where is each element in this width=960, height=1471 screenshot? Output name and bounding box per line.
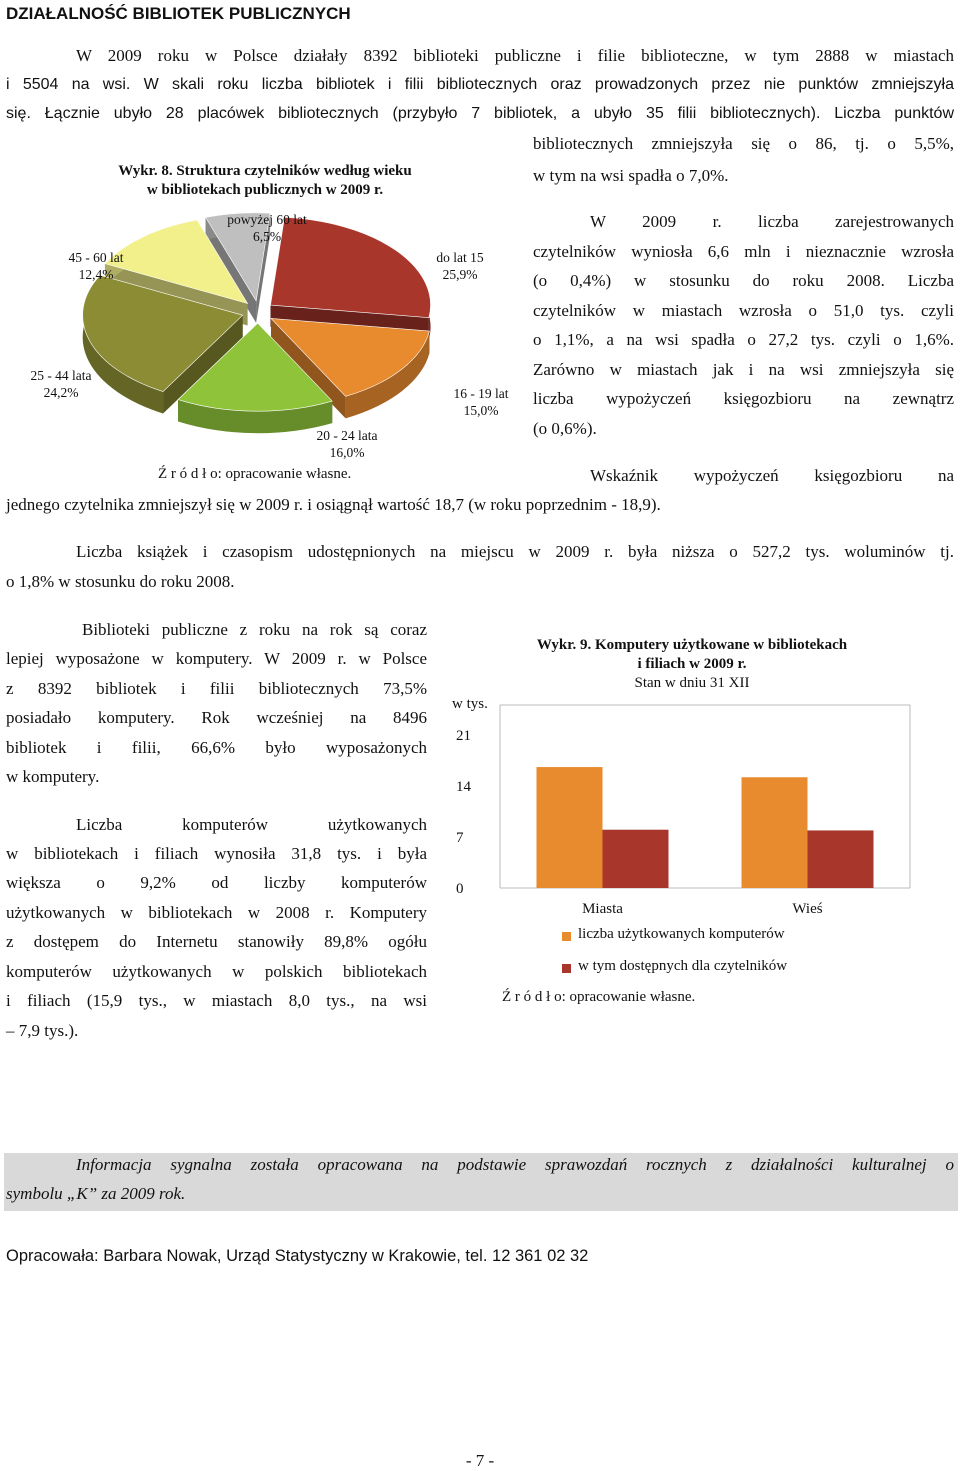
bar-chart-title xyxy=(496,636,888,693)
note-line1: Informacja sygnalna została opracowana na podstawie sprawozdań rocznych z działalności kulturalnej o xyxy=(76,1155,954,1174)
para6-line8: – 7,9 tys.). xyxy=(6,1021,79,1040)
legend-label-available: w tym dostępnych dla czytelników xyxy=(578,958,788,974)
para5-line6: w komputery. xyxy=(6,767,100,786)
pie-title-line1: Wykr. 8. Struktura czytelników według wieku xyxy=(118,163,412,179)
pie-label-16-19-name: 16 - 19 lat xyxy=(453,386,509,401)
pie-label-25-44-value: 24,2% xyxy=(43,385,79,400)
note-line2: symbolu „K” za 2009 rok. xyxy=(6,1184,186,1203)
bar xyxy=(808,830,874,888)
page-number: - 7 - xyxy=(465,1451,495,1470)
info-note xyxy=(4,1153,958,1211)
para2-line3: (o 0,4%) w stosunku do roku 2008. Liczba xyxy=(533,271,954,290)
para1-line3: się. Łącznie ubyło 28 placówek bibliotecznych (przybyło 7 bibliotek, a ubyło 35 filii bibliotecznych). Liczba punktów xyxy=(6,105,954,122)
bar-title-line1: Wykr. 9. Komputery użytkowane w bibliotekach xyxy=(536,637,848,653)
para4-line2: o 1,8% w stosunku do roku 2008. xyxy=(6,572,235,591)
para5-line5: bibliotek i filii, 66,6% było wyposażonych xyxy=(6,738,427,757)
para2-line6: Zarówno w miastach jak i na wsi zmniejszyła się xyxy=(533,360,954,379)
pie-label-20-24-name: 20 - 24 lata xyxy=(316,428,378,443)
pie-label-45-60-name: 45 - 60 lat xyxy=(68,250,124,265)
pie-label-45-60-value: 12,4% xyxy=(78,267,114,282)
pie-label-20-24 xyxy=(302,427,392,461)
para6-line7: i filiach (15,9 tys., w miastach 8,0 tys., na wsi xyxy=(6,991,427,1010)
pie-label-20-24-value: 16,0% xyxy=(329,445,365,460)
bar-source: Ź r ó d ł o: opracowanie własne. xyxy=(502,989,696,1005)
para3-line1: Wskaźnik wypożyczeń księgozbioru na xyxy=(590,466,954,485)
para5-line2: lepiej wyposażone w komputery. W 2009 r. w Polsce xyxy=(6,649,427,668)
para6-line5: z dostępem do Internetu stanowiły 89,8% ogółu xyxy=(6,932,427,951)
bar-subtitle: Stan w dniu 31 XII xyxy=(634,675,750,691)
pie-label-under-15-name: do lat 15 xyxy=(436,250,484,265)
page-heading: DZIAŁALNOŚĆ BIBLIOTEK PUBLICZNYCH xyxy=(6,4,351,23)
footer-author: Opracowała: Barbara Nowak, Urząd Statystyczny w Krakowie, tel. 12 361 02 32 xyxy=(6,1247,589,1265)
para3-line2: jednego czytelnika zmniejszył się w 2009 r. i osiągnął wartość 18,7 (w roku poprzednim - 18,9). xyxy=(6,495,661,514)
para2-line7: liczba wypożyczeń księgozbioru na zewnątrz xyxy=(533,389,954,408)
para1-line5: w tym na wsi spadła o 7,0%. xyxy=(533,166,729,185)
y-tick-label: 0 xyxy=(456,881,464,897)
x-category-label: Miasta xyxy=(582,901,623,917)
para2-line5: o 1,1%, a na wsi spadła o 27,2 tys. czyli o 1,6%. xyxy=(533,330,954,349)
para5-line3: z 8392 bibliotek i filii bibliotecznych 73,5% xyxy=(6,679,427,698)
legend-swatch-total xyxy=(562,932,571,941)
pie-label-over-60-name: powyżej 60 lat xyxy=(227,212,307,227)
bar xyxy=(742,777,808,888)
para6-line6: komputerów użytkowanych w polskich bibliotekach xyxy=(6,962,427,981)
para1-line2: i 5504 na wsi. W skali roku liczba bibliotek i filii bibliotecznych oraz prowadzonych przez nie punktów zmniejszyła xyxy=(6,76,954,93)
x-category-label: Wieś xyxy=(792,901,823,917)
pie-label-25-44-name: 25 - 44 lata xyxy=(30,368,92,383)
pie-source: Ź r ó d ł o: opracowanie własne. xyxy=(158,466,352,482)
para2-line1: W 2009 r. liczba zarejestrowanych xyxy=(590,212,954,231)
para6-line3: większa o 9,2% od liczby komputerów xyxy=(6,873,427,892)
para5-line1: Biblioteki publiczne z roku na rok są coraz xyxy=(82,620,427,639)
pie-label-16-19 xyxy=(436,385,526,419)
para6-line4: użytkowanych w bibliotekach w 2008 r. Komputery xyxy=(6,903,427,922)
pie-label-25-44 xyxy=(16,367,106,401)
para6-line2: w bibliotekach i filiach wynosiła 31,8 tys. i była xyxy=(6,844,427,863)
bar-chart xyxy=(440,700,940,930)
para2-line4: czytelników w miastach wzrosła o 51,0 tys. czyli xyxy=(533,301,954,320)
para5-line4: posiadało komputery. Rok wcześniej na 8496 xyxy=(6,708,427,727)
para4-line1: Liczba książek i czasopism udostępnionych na miejscu w 2009 r. była niższa o 527,2 tys. woluminów tj. xyxy=(76,542,954,561)
y-tick-label: 7 xyxy=(456,830,464,846)
pie-label-16-19-value: 15,0% xyxy=(463,403,499,418)
pie-label-45-60 xyxy=(56,249,136,283)
bar-title-line2: i filiach w 2009 r. xyxy=(637,656,747,672)
pie-label-under-15-value: 25,9% xyxy=(442,267,478,282)
para6-line1: Liczba komputerów użytkowanych xyxy=(76,815,427,834)
pie-chart-title xyxy=(70,162,460,200)
para1-line1: W 2009 roku w Polsce działały 8392 biblioteki publiczne i filie biblioteczne, w tym 2888 w miastach xyxy=(76,46,954,65)
bar xyxy=(603,830,669,888)
bar xyxy=(537,767,603,888)
para2-line8: (o 0,6%). xyxy=(533,419,597,438)
pie-label-over-60 xyxy=(212,211,322,245)
legend-label-total: liczba użytkowanych komputerów xyxy=(578,926,785,942)
y-tick-label: 21 xyxy=(456,728,471,744)
para1-line4: bibliotecznych zmniejszyła się o 86, tj. o 5,5%, xyxy=(533,134,954,153)
para2-line2: czytelników wyniosła 6,6 mln i nieznacznie wzrosła xyxy=(533,242,954,261)
pie-label-over-60-value: 6,5% xyxy=(252,229,282,244)
y-tick-label: 14 xyxy=(456,779,471,795)
pie-label-under-15 xyxy=(420,249,500,283)
pie-title-line2: w bibliotekach publicznych w 2009 r. xyxy=(146,182,384,198)
legend-swatch-available xyxy=(562,964,571,973)
bar-unit-label: w tys. xyxy=(452,696,488,712)
